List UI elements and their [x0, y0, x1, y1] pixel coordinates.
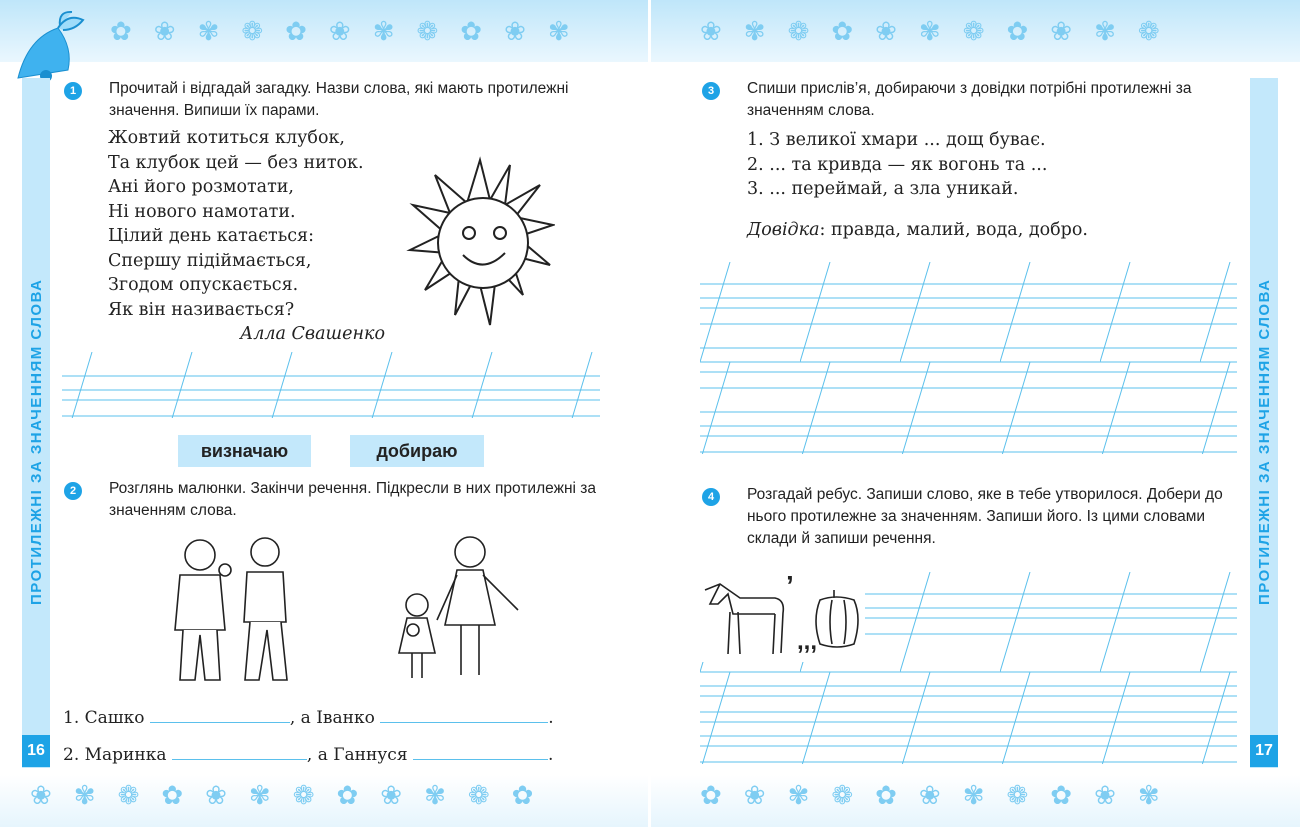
poem-author: Алла Свашенко: [240, 324, 385, 344]
sentence-1: [63, 708, 554, 728]
bell-icon: [8, 8, 98, 88]
ornament-top-right: ❀✾❁✿❀✾❁✿❀✾❁: [700, 16, 1182, 46]
ornament-top-left: ✿❀✾❁✿❀✾❁✿❀✾: [110, 16, 592, 46]
task-number-4: 4: [702, 488, 720, 506]
blank-2b[interactable]: [413, 759, 548, 760]
rebus-commas: ,,,: [797, 628, 818, 655]
writing-lines-task1[interactable]: [62, 352, 600, 418]
poem-line: Спершу підіймається,: [108, 250, 312, 271]
sentence-1-middle: , а Іванко: [289, 708, 375, 728]
task3-instruction: Спиши прислів’я, добираючи з довідки потрібні протилежні за значенням слова.: [747, 80, 1192, 119]
sun-illustration: [405, 155, 555, 335]
sentence-2: [63, 745, 553, 765]
page-gutter: [648, 0, 651, 827]
page-number-left: 16: [22, 735, 50, 767]
task1-instruction: Прочитай і відгадай загадку. Назви слова, які мають протилежні значення. Випиши їх парами.: [109, 80, 569, 119]
boys-illustration: [165, 530, 305, 685]
horse-illustration: [700, 578, 795, 658]
writing-lines-task3[interactable]: [700, 262, 1237, 454]
poem-line: Ні нового намотати.: [108, 201, 296, 222]
proverb: 2. ... та кривда — як вогонь та ...: [747, 154, 1048, 175]
poem-line: Жовтий котиться клубок,: [108, 128, 345, 148]
hint-label: Довідка: [747, 219, 820, 240]
girls-illustration: [395, 530, 525, 685]
poem-line: Згодом опускається.: [108, 275, 299, 295]
sentence-2-start: 2. Маринка: [63, 745, 167, 765]
proverb: 3. ... переймай, а зла уникай.: [747, 179, 1019, 199]
rebus-apostrophe: ’: [786, 570, 794, 601]
task-number-3: 3: [702, 82, 720, 100]
side-label-right: ПРОТИЛЕЖНІ ЗА ЗНАЧЕННЯМ СЛОВА: [1256, 278, 1273, 605]
chip-dobyrayu: добираю: [350, 435, 484, 467]
task2-instruction: Розглянь малюнки. Закінчи речення. Підкресли в них протилежні за значенням слова.: [109, 480, 596, 519]
poem-line: Як він називається?: [108, 299, 295, 320]
sentence-1-start: 1. Сашко: [63, 708, 145, 728]
proverb: 1. З великої хмари ... дощ буває.: [747, 130, 1046, 150]
chip-vyznachayu: визначаю: [178, 435, 311, 467]
poem-line: Ані його розмотати,: [108, 177, 294, 197]
task-number-1: 1: [64, 82, 82, 100]
sentence-2-middle: , а Ганнуся: [306, 745, 408, 765]
blank-1a[interactable]: [150, 722, 290, 723]
blank-1b[interactable]: [380, 722, 548, 723]
riddle-poem: [108, 126, 385, 347]
hint-words: : правда, малий, вода, добро.: [819, 219, 1088, 240]
blank-2a[interactable]: [172, 759, 307, 760]
poem-line: Цілий день катається:: [108, 226, 314, 246]
task-number-2: 2: [64, 482, 82, 500]
hint: [747, 218, 1088, 243]
poem-line: Та клубок цей — без ниток.: [108, 152, 364, 173]
pepper-illustration: [812, 588, 862, 648]
task4-instruction: Розгадай ребус. Запиши слово, яке в тебе утворилося. Добери до нього протилежне за значенням. Запиши його. Із цими словами склади й запиши речення.: [747, 486, 1223, 547]
ornament-bottom-right: ✿❀✾❁✿❀✾❁✿❀✾: [700, 780, 1182, 810]
side-label-left: ПРОТИЛЕЖНІ ЗА ЗНАЧЕННЯМ СЛОВА: [28, 278, 45, 605]
page-number-right: 17: [1250, 735, 1278, 767]
sentence-1-end: .: [548, 708, 554, 728]
proverbs: [747, 128, 1088, 242]
ornament-bottom-left: ❀✾❁✿❀✾❁✿❀✾❁✿: [30, 780, 556, 810]
sentence-2-end: .: [547, 745, 554, 765]
